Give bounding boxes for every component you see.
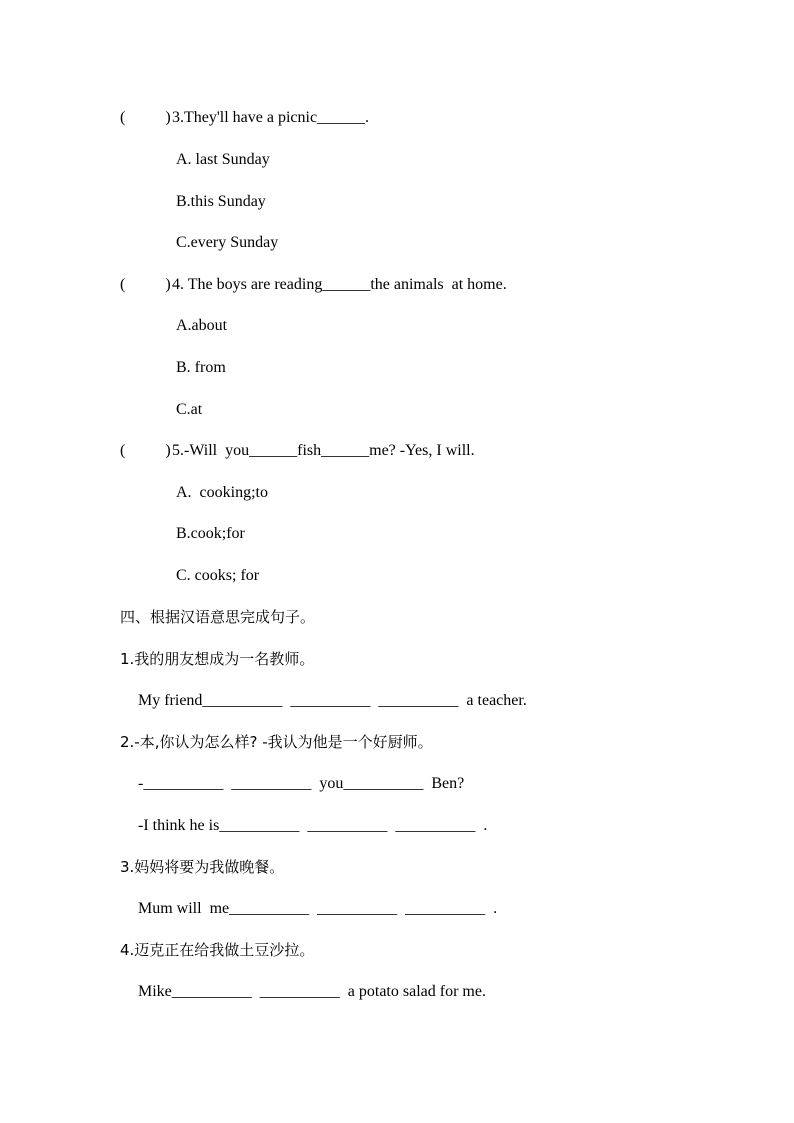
answer-bracket[interactable]: ( ) [120, 442, 171, 459]
translation-prompt: 4.迈克正在给我做土豆沙拉。 [120, 941, 315, 959]
fill-in-sentence[interactable]: Mike__________ __________ a potato salad for me. [138, 983, 486, 1000]
fill-in-sentence[interactable]: Mum will me__________ __________ __________ . [138, 900, 498, 917]
question-stem: 3.They'll have a picnic______. [172, 109, 370, 126]
option-b: B.this Sunday [176, 193, 266, 210]
question-stem: 4. The boys are reading______the animals at home. [172, 276, 507, 293]
option-a: A. cooking;to [176, 484, 268, 501]
option-c: C.every Sunday [176, 234, 279, 251]
option-c: C. cooks; for [176, 567, 260, 584]
question-stem: 5.-Will you______fish______me? -Yes, I will. [172, 442, 475, 459]
fill-in-sentence[interactable]: -I think he is__________ __________ __________ . [138, 817, 488, 834]
option-b: B. from [176, 359, 226, 376]
fill-in-sentence[interactable]: My friend__________ __________ __________ a teacher. [138, 692, 527, 709]
section-heading: 四、根据汉语意思完成句子。 [120, 608, 316, 626]
option-a: A.about [176, 317, 228, 334]
translation-prompt: 2.-本,你认为怎么样? -我认为他是一个好厨师。 [120, 733, 433, 751]
answer-bracket[interactable]: ( ) [120, 276, 171, 293]
option-a: A. last Sunday [176, 151, 270, 168]
option-b: B.cook;for [176, 525, 245, 542]
fill-in-sentence[interactable]: -__________ __________ you__________ Ben? [138, 775, 465, 792]
answer-bracket[interactable]: ( ) [120, 109, 171, 126]
translation-prompt: 3.妈妈将要为我做晚餐。 [120, 858, 285, 876]
translation-prompt: 1.我的朋友想成为一名教师。 [120, 650, 315, 668]
option-c: C.at [176, 401, 203, 418]
